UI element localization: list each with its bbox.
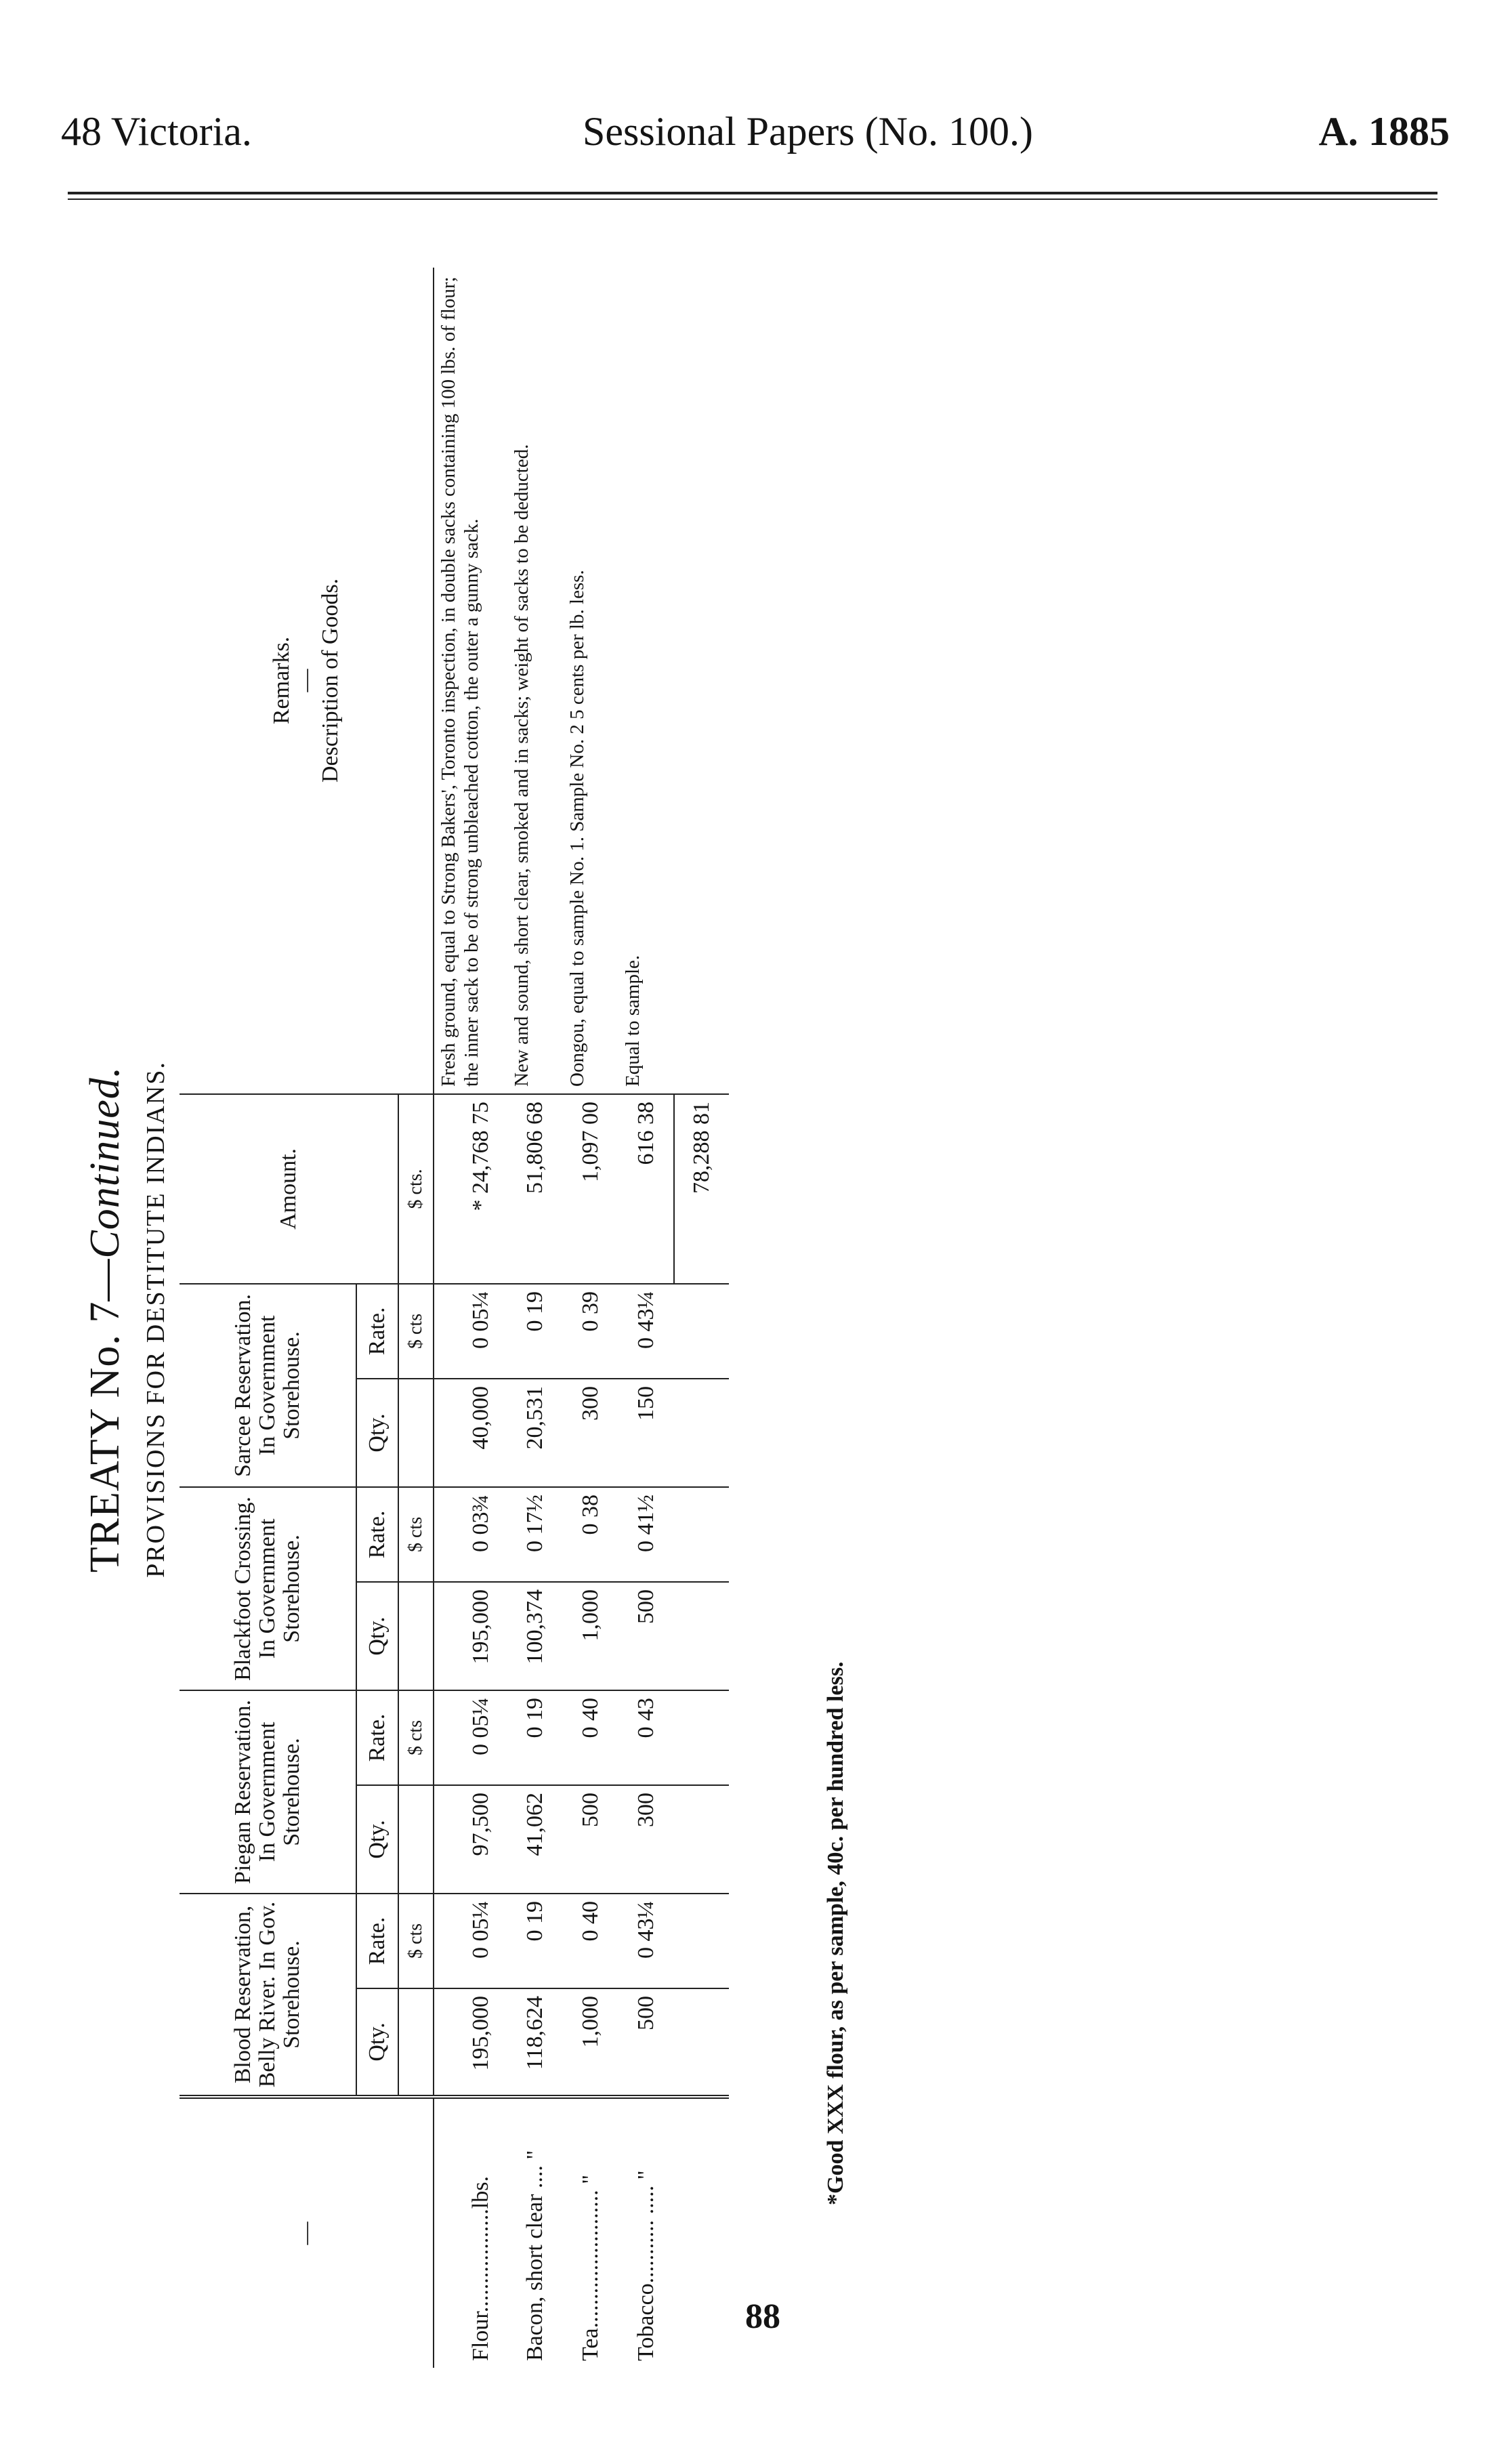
blood-qty-header: Qty.: [356, 1988, 398, 2097]
remarks: Oongou, equal to sample No. 1. Sample No. 2 5 cents per lb. less.: [563, 268, 618, 1094]
piegan-rate: 0 19: [507, 1690, 563, 1785]
blackfoot-qty-header: Qty.: [356, 1582, 398, 1690]
amount: * 24,768 75: [434, 1094, 507, 1284]
blackfoot-rate-header: Rate.: [356, 1487, 398, 1582]
item-name: Flour..................lbs.: [468, 2176, 493, 2361]
blackfoot-rate: 0 17½: [507, 1487, 563, 1582]
blood-qty: 500: [618, 1988, 674, 2097]
amount: 1,097 00: [563, 1094, 618, 1284]
header-row-groups: [180, 268, 356, 2368]
sarcee-rate-unit: $ cts: [398, 1284, 434, 1379]
amount-header: Amount.: [180, 1094, 398, 1284]
sarcee-rate: 0 19: [507, 1284, 563, 1379]
sarcee-rate: 0 05¼: [434, 1284, 507, 1379]
amount: 616 38: [618, 1094, 674, 1284]
blackfoot-qty: 100,374: [507, 1582, 563, 1690]
table-title: TREATY No. 7—Continued.: [82, 1066, 128, 1573]
remarks: Equal to sample.: [618, 268, 674, 1094]
sarcee-rate-header: Rate.: [356, 1284, 398, 1379]
sarcee-qty: 40,000: [434, 1379, 507, 1487]
blood-qty: 195,000: [434, 1988, 507, 2097]
piegan-rate-header: Rate.: [356, 1690, 398, 1785]
blackfoot-rate: 0 03¾: [434, 1487, 507, 1582]
table-row: [434, 268, 507, 2368]
blood-qty-unit: [398, 1988, 434, 2097]
piegan-qty: 300: [618, 1785, 674, 1894]
header-session: 48 Victoria.: [61, 109, 252, 154]
blood-qty: 118,624: [507, 1988, 563, 2097]
piegan-qty: 97,500: [434, 1785, 507, 1894]
item-column-header: —: [180, 2097, 434, 2368]
sarcee-qty-unit: [398, 1379, 434, 1487]
remarks: Fresh ground, equal to Strong Bakers', Toronto inspection, in double sacks containing 100 lbs. of flour; the inner sack to be of strong unbleached cotton, the outer a gunny sack.: [434, 268, 507, 1094]
blood-rate: 0 40: [563, 1894, 618, 1988]
item-name: Tobacco........... ..... ": [633, 2170, 658, 2361]
sarcee-qty: 300: [563, 1379, 618, 1487]
blackfoot-rate: 0 41½: [618, 1487, 674, 1582]
header-sessional-papers: Sessional Papers (No. 100.): [583, 109, 1033, 154]
remarks-subtitle: Description of Goods.: [317, 578, 343, 783]
header-rule-thick: [68, 192, 1437, 194]
blackfoot-crossing-header: Blackfoot Crossing. In Government Storehouse.: [180, 1487, 356, 1690]
piegan-reservation-header: Piegan Reservation. In Government Storehouse.: [180, 1690, 356, 1894]
piegan-qty-header: Qty.: [356, 1785, 398, 1894]
sarcee-rate: 0 39: [563, 1284, 618, 1379]
total-row: [674, 268, 729, 2368]
piegan-qty: 500: [563, 1785, 618, 1894]
total-amount: 78,288 81: [674, 1094, 729, 1284]
table-subtitle: PROVISIONS FOR DESTITUTE INDIANS.: [142, 1061, 170, 1578]
provisions-table-frame: [180, 268, 816, 2368]
amount-unit: $ cts.: [398, 1094, 434, 1284]
running-head: [54, 102, 1450, 163]
piegan-rate: 0 05¼: [434, 1690, 507, 1785]
blood-rate-unit: $ cts: [398, 1894, 434, 1988]
blackfoot-rate: 0 38: [563, 1487, 618, 1582]
blackfoot-rate-unit: $ cts: [398, 1487, 434, 1582]
piegan-rate: 0 40: [563, 1690, 618, 1785]
piegan-qty: 41,062: [507, 1785, 563, 1894]
remarks-dash: —: [293, 669, 319, 692]
amount: 51,806 68: [507, 1094, 563, 1284]
sarcee-qty-header: Qty.: [356, 1379, 398, 1487]
blackfoot-qty-unit: [398, 1582, 434, 1690]
blood-qty: 1,000: [563, 1988, 618, 2097]
table-footnote: *Good XXX flour, as per sample, 40c. per hundred less.: [823, 1661, 848, 2205]
rotated-table-block: [68, 230, 881, 2408]
item-name: Bacon, short clear .... ": [522, 2150, 547, 2361]
blackfoot-qty: 1,000: [563, 1582, 618, 1690]
sarcee-qty: 20,531: [507, 1379, 563, 1487]
piegan-rate-unit: $ cts: [398, 1690, 434, 1785]
piegan-qty-unit: [398, 1785, 434, 1894]
blood-rate-header: Rate.: [356, 1894, 398, 1988]
sarcee-reservation-header: Sarcee Reservation. In Government Storehouse.: [180, 1284, 356, 1487]
blackfoot-qty: 500: [618, 1582, 674, 1690]
sarcee-qty: 150: [618, 1379, 674, 1487]
blood-rate: 0 05¼: [434, 1894, 507, 1988]
item-name: Tea........................ ": [578, 2175, 603, 2361]
blood-reservation-header: Blood Reservation, Belly River. In Gov. Storehouse.: [180, 1894, 356, 2097]
remarks: New and sound, short clear, smoked and in sacks; weight of sacks to be deducted.: [507, 268, 563, 1094]
page-number: 88: [745, 2297, 780, 2336]
remarks-header: [180, 268, 434, 1094]
table-row: [507, 268, 563, 2368]
sarcee-rate: 0 43¼: [618, 1284, 674, 1379]
table-row: [563, 268, 618, 2368]
blood-rate: 0 19: [507, 1894, 563, 1988]
remarks-title: Remarks.: [269, 636, 295, 725]
provisions-table: [180, 268, 729, 2368]
blood-rate: 0 43¼: [618, 1894, 674, 1988]
header-rule-thin: [68, 199, 1437, 200]
table-row: [618, 268, 674, 2368]
header-year: A. 1885: [1318, 109, 1450, 154]
total-spacer: [674, 2097, 729, 2368]
blackfoot-qty: 195,000: [434, 1582, 507, 1690]
piegan-rate: 0 43: [618, 1690, 674, 1785]
